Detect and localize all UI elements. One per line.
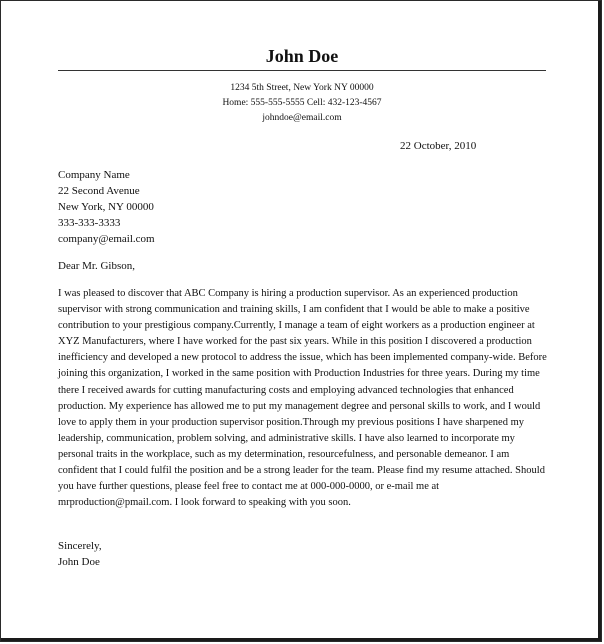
sender-address: 1234 5th Street, New York NY 00000	[230, 83, 374, 93]
closing-block	[58, 538, 102, 570]
recipient-phone: 333-333-3333	[58, 217, 121, 229]
recipient-company: Company Name	[58, 169, 130, 181]
signature-name: John Doe	[58, 556, 100, 568]
sender-email: johndoe@email.com	[262, 113, 342, 123]
letter-body: I was pleased to discover that ABC Company is hiring a production supervisor. As an experienced production supervisor with strong communication and training skills, I am confident that I would be able to make a positive contribution to your prestigious company.Currently, I manage a team of eight workers as a production engineer at XYZ Manufacturers, where I have worked for the past six years. While in this position I discovered a production inefficiency and developed a new protocol to address the issue, which has been implemented company-wide. Before joining this organization, I worked in the same position with Production Industries for three years. During my time there I received awards for cutting manufacturing costs and employing advanced technologies that enhanced production. My experience has allowed me to put my management degree and personal skills to work, and I would love to apply them in your production supervisor position.Through my previous positions I have sharpened my leadership, communication, problem solving, and administrative skills. I have also learned to incorporate my personal traits in the workplace, such as my determination, resourcefulness, and personable demeanor. I am confident that I could fulfil the position and be a strong leader for the team. Please find my resume attached. Should you have further questions, please feel free to contact me at 000-000-0000, or e-mail me at mrproduction@pmail.com. I look forward to speaking with you soon.	[58, 288, 547, 509]
recipient-street: 22 Second Avenue	[58, 185, 140, 197]
recipient-email: company@email.com	[58, 233, 155, 245]
salutation: Dear Mr. Gibson,	[58, 260, 135, 272]
closing-phrase: Sincerely,	[58, 540, 102, 552]
letter-date: 22 October, 2010	[400, 140, 477, 152]
sender-phones: Home: 555-555-5555 Cell: 432-123-4567	[222, 98, 382, 108]
sender-name: John Doe	[265, 46, 339, 66]
sender-contact-block	[1, 81, 603, 126]
recipient-block	[58, 167, 155, 247]
header-divider	[58, 70, 546, 71]
recipient-city: New York, NY 00000	[58, 201, 154, 213]
